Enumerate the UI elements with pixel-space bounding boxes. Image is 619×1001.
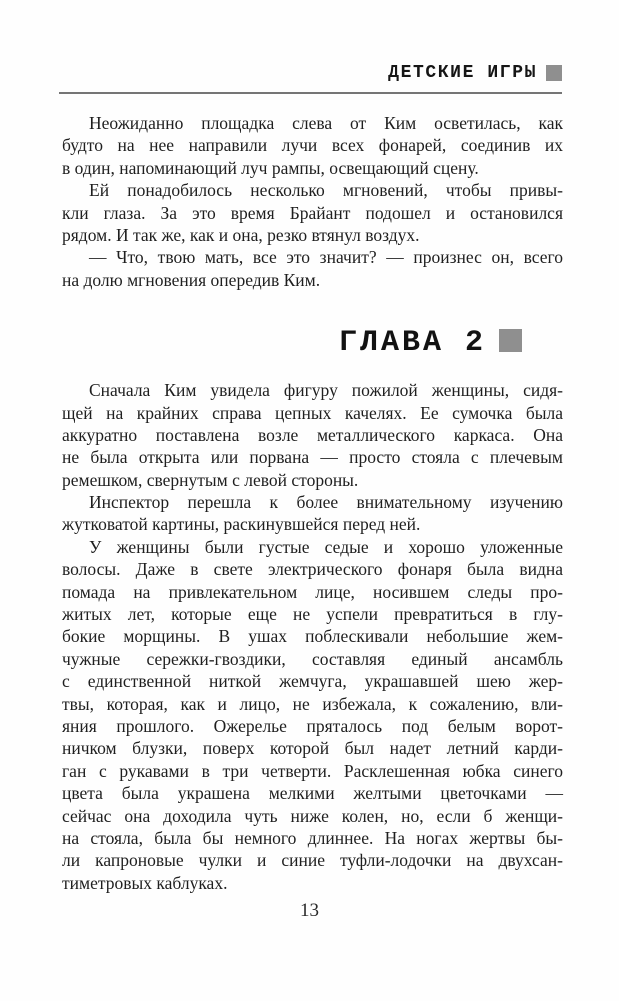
text-line: цвета была украшена мелкими желтыми цветочками —	[62, 783, 563, 804]
text-line: в один, напоминающий луч рампы, освещающий сцену.	[62, 157, 479, 178]
text-line: У женщины были густые седые и хорошо уложенные	[89, 536, 563, 557]
text-section-after-chapter	[62, 379, 563, 894]
text-line: тиметровых каблуках.	[62, 872, 228, 893]
text-line: волосы. Даже в свете электрического фонаря была видна	[62, 559, 563, 580]
text-line: ничком блузки, поверх которой был надет летний карди-	[62, 738, 563, 759]
text-line: Неожиданно площадка слева от Ким осветилась, как	[89, 113, 563, 133]
text-line: Сначала Ким увидела фигуру пожилой женщины, сидя-	[89, 380, 563, 401]
page-number: 13	[300, 900, 319, 921]
text-line: ган с рукавами в три четверти. Расклешенная юбка синего	[62, 760, 563, 781]
text-line: аккуратно поставлена возле металлического каркаса. Она	[62, 424, 563, 445]
text-line: сейчас она доходила чуть ниже колен, но, если б женщи-	[62, 805, 563, 826]
text-line: Ей понадобилось несколько мгновений, чтобы привы-	[89, 180, 563, 201]
page-body	[62, 112, 563, 894]
text-line: с единственной ниткой жемчуга, украшавшей шею жер-	[62, 671, 563, 692]
text-line: помада на привлекательном лице, носившем следы про-	[62, 581, 563, 602]
text-line: житых лет, которые еще не успели превратиться в глу-	[62, 604, 563, 625]
text-line: чужные сережки-гвоздики, составляя единый ансамбль	[62, 648, 563, 669]
text-line: твы, которая, как и лицо, не избежала, к сожалению, вли-	[62, 693, 563, 714]
text-line: щей на крайних справа цепных качелях. Ее сумочка была	[62, 402, 563, 423]
text-line: ли капроновые чулки и синие туфли-лодочки на двухсан-	[62, 850, 563, 871]
text-line: яния прошлого. Ожерелье пряталось под белым ворот-	[62, 715, 563, 736]
running-header-title: ДЕТСКИЕ ИГРЫ	[388, 63, 537, 83]
chapter-square-ornament-icon	[499, 329, 522, 352]
text-line: жутковатой картины, раскинувшейся перед ней.	[62, 514, 421, 535]
text-line: ремешком, свернутым с левой стороны.	[62, 469, 359, 490]
text-line: на долю мгновения опередив Ким.	[62, 269, 321, 290]
text-line: рядом. И так же, как и она, резко втянул воздух.	[62, 224, 420, 245]
text-line: на стояла, была бы немного длиннее. На ногах жертвы бы-	[62, 827, 563, 848]
text-line: — Что, твою мать, все это значит? — произнес он, всего	[89, 247, 563, 268]
chapter-heading	[62, 327, 522, 359]
text-line: бокие морщины. В ушах поблескивали небольшие жем-	[62, 626, 563, 647]
text-section-before-chapter	[62, 112, 563, 291]
text-line: будто на нее направили лучи всех фонарей, соединив их	[62, 135, 563, 156]
header-square-ornament-icon	[546, 65, 562, 81]
running-header	[388, 63, 562, 83]
text-line: кли глаза. За это время Брайант подошел и остановился	[62, 202, 563, 223]
text-line: Инспектор перешла к более внимательному изучению	[89, 492, 563, 513]
text-line: не была открыта или порвана — просто стояла с плечевым	[62, 447, 563, 468]
chapter-heading-label: ГЛАВА 2	[338, 326, 486, 361]
header-rule	[59, 92, 562, 94]
